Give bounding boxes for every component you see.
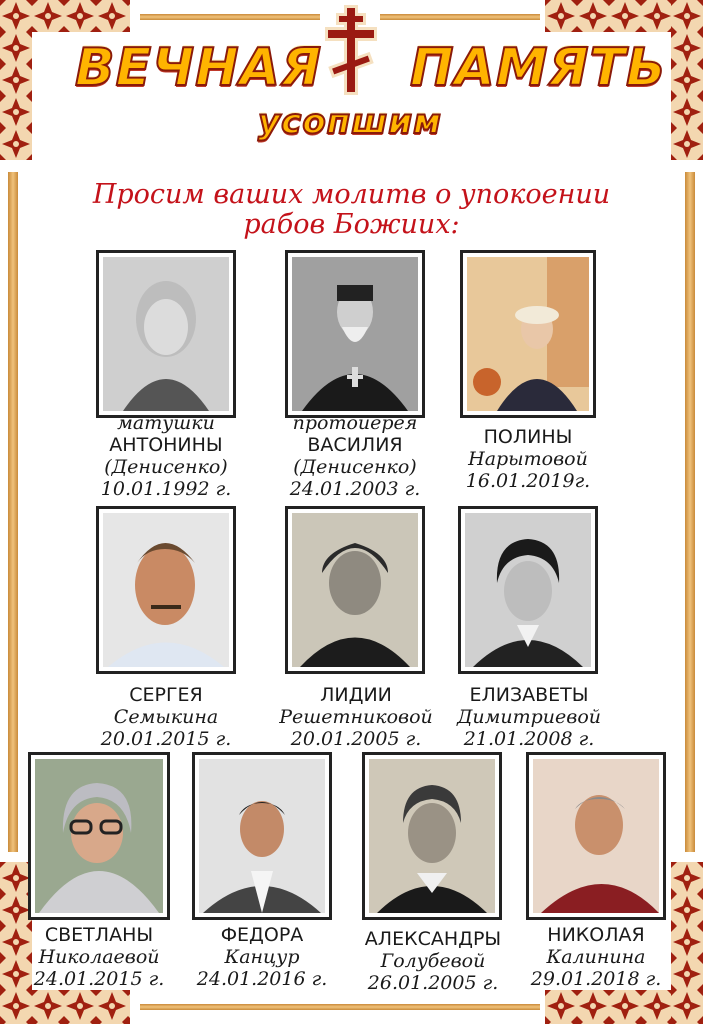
portrait-photo xyxy=(96,250,236,418)
title-left: ВЕЧНАЯ xyxy=(75,38,322,98)
rail-left xyxy=(8,172,18,852)
caption-name: ЛИДИИ xyxy=(320,684,392,706)
caption-surname: Канцур xyxy=(224,946,300,968)
portrait-photo xyxy=(285,506,425,674)
portrait-photo xyxy=(96,506,236,674)
caption-name: НИКОЛАЯ xyxy=(547,924,645,946)
rail-top-right xyxy=(380,14,540,20)
caption-prefix: протоиерея xyxy=(292,412,418,434)
caption-surname: Голубевой xyxy=(380,950,486,972)
caption xyxy=(348,928,518,994)
portrait-photo xyxy=(28,752,170,920)
caption-surname: (Денисенко) xyxy=(104,456,228,478)
caption-surname: Калинина xyxy=(546,946,646,968)
ornament-left-top xyxy=(0,0,32,160)
caption-surname: Нарытовой xyxy=(468,448,588,470)
caption-name: ЕЛИЗАВЕТЫ xyxy=(469,684,589,706)
portrait-photo xyxy=(458,506,598,674)
portrait-photo xyxy=(460,250,596,418)
caption xyxy=(18,924,180,990)
caption-name: ВАСИЛИЯ xyxy=(307,434,403,456)
ornament-right-top xyxy=(671,0,703,160)
title-right: ПАМЯТЬ xyxy=(410,38,667,98)
caption-prefix: матушки xyxy=(117,412,215,434)
caption-name: СЕРГЕЯ xyxy=(129,684,203,706)
caption-name: АЛЕКСАНДРЫ xyxy=(364,928,502,950)
portrait-photo xyxy=(192,752,332,920)
caption-surname: Димитриевой xyxy=(456,706,602,728)
rail-top xyxy=(140,14,320,20)
caption-name: АНТОНИНЫ xyxy=(109,434,223,456)
caption-name: СВЕТЛАНЫ xyxy=(44,924,154,946)
caption-date: 29.01.2018 г. xyxy=(530,968,662,990)
title-sub: усопшим xyxy=(258,102,442,142)
caption-surname: (Денисенко) xyxy=(293,456,417,478)
caption-date: 20.01.2015 г. xyxy=(100,728,232,750)
caption-name: ПОЛИНЫ xyxy=(483,426,573,448)
caption xyxy=(516,924,676,990)
rail-bottom xyxy=(140,1004,540,1010)
subtitle-line-1: Просим ваших молитв о упокоении xyxy=(92,179,611,210)
subtitle-line-2: рабов Божиих: xyxy=(243,209,460,240)
caption xyxy=(275,412,435,500)
caption xyxy=(270,684,442,750)
caption-date: 16.01.2019г. xyxy=(465,470,591,492)
portrait-photo xyxy=(362,752,502,920)
caption-surname: Решетниковой xyxy=(279,706,433,728)
portrait-photo xyxy=(285,250,425,418)
caption-date: 24.01.2015 г. xyxy=(33,968,165,990)
orthodox-cross-icon xyxy=(322,4,380,96)
caption xyxy=(86,684,246,750)
caption xyxy=(445,684,613,750)
caption-name: ФЕДОРА xyxy=(220,924,304,946)
caption-date: 26.01.2005 г. xyxy=(367,972,499,994)
caption xyxy=(86,412,246,500)
caption-date: 10.01.1992 г. xyxy=(100,478,232,500)
caption xyxy=(182,924,342,990)
caption-date: 24.01.2003 г. xyxy=(289,478,421,500)
rail-right xyxy=(685,172,695,852)
caption-date: 24.01.2016 г. xyxy=(196,968,328,990)
caption-surname: Семыкина xyxy=(113,706,219,728)
caption-date: 20.01.2005 г. xyxy=(290,728,422,750)
caption-surname: Николаевой xyxy=(38,946,160,968)
caption-date: 21.01.2008 г. xyxy=(463,728,595,750)
caption xyxy=(448,426,608,492)
portrait-photo xyxy=(526,752,666,920)
